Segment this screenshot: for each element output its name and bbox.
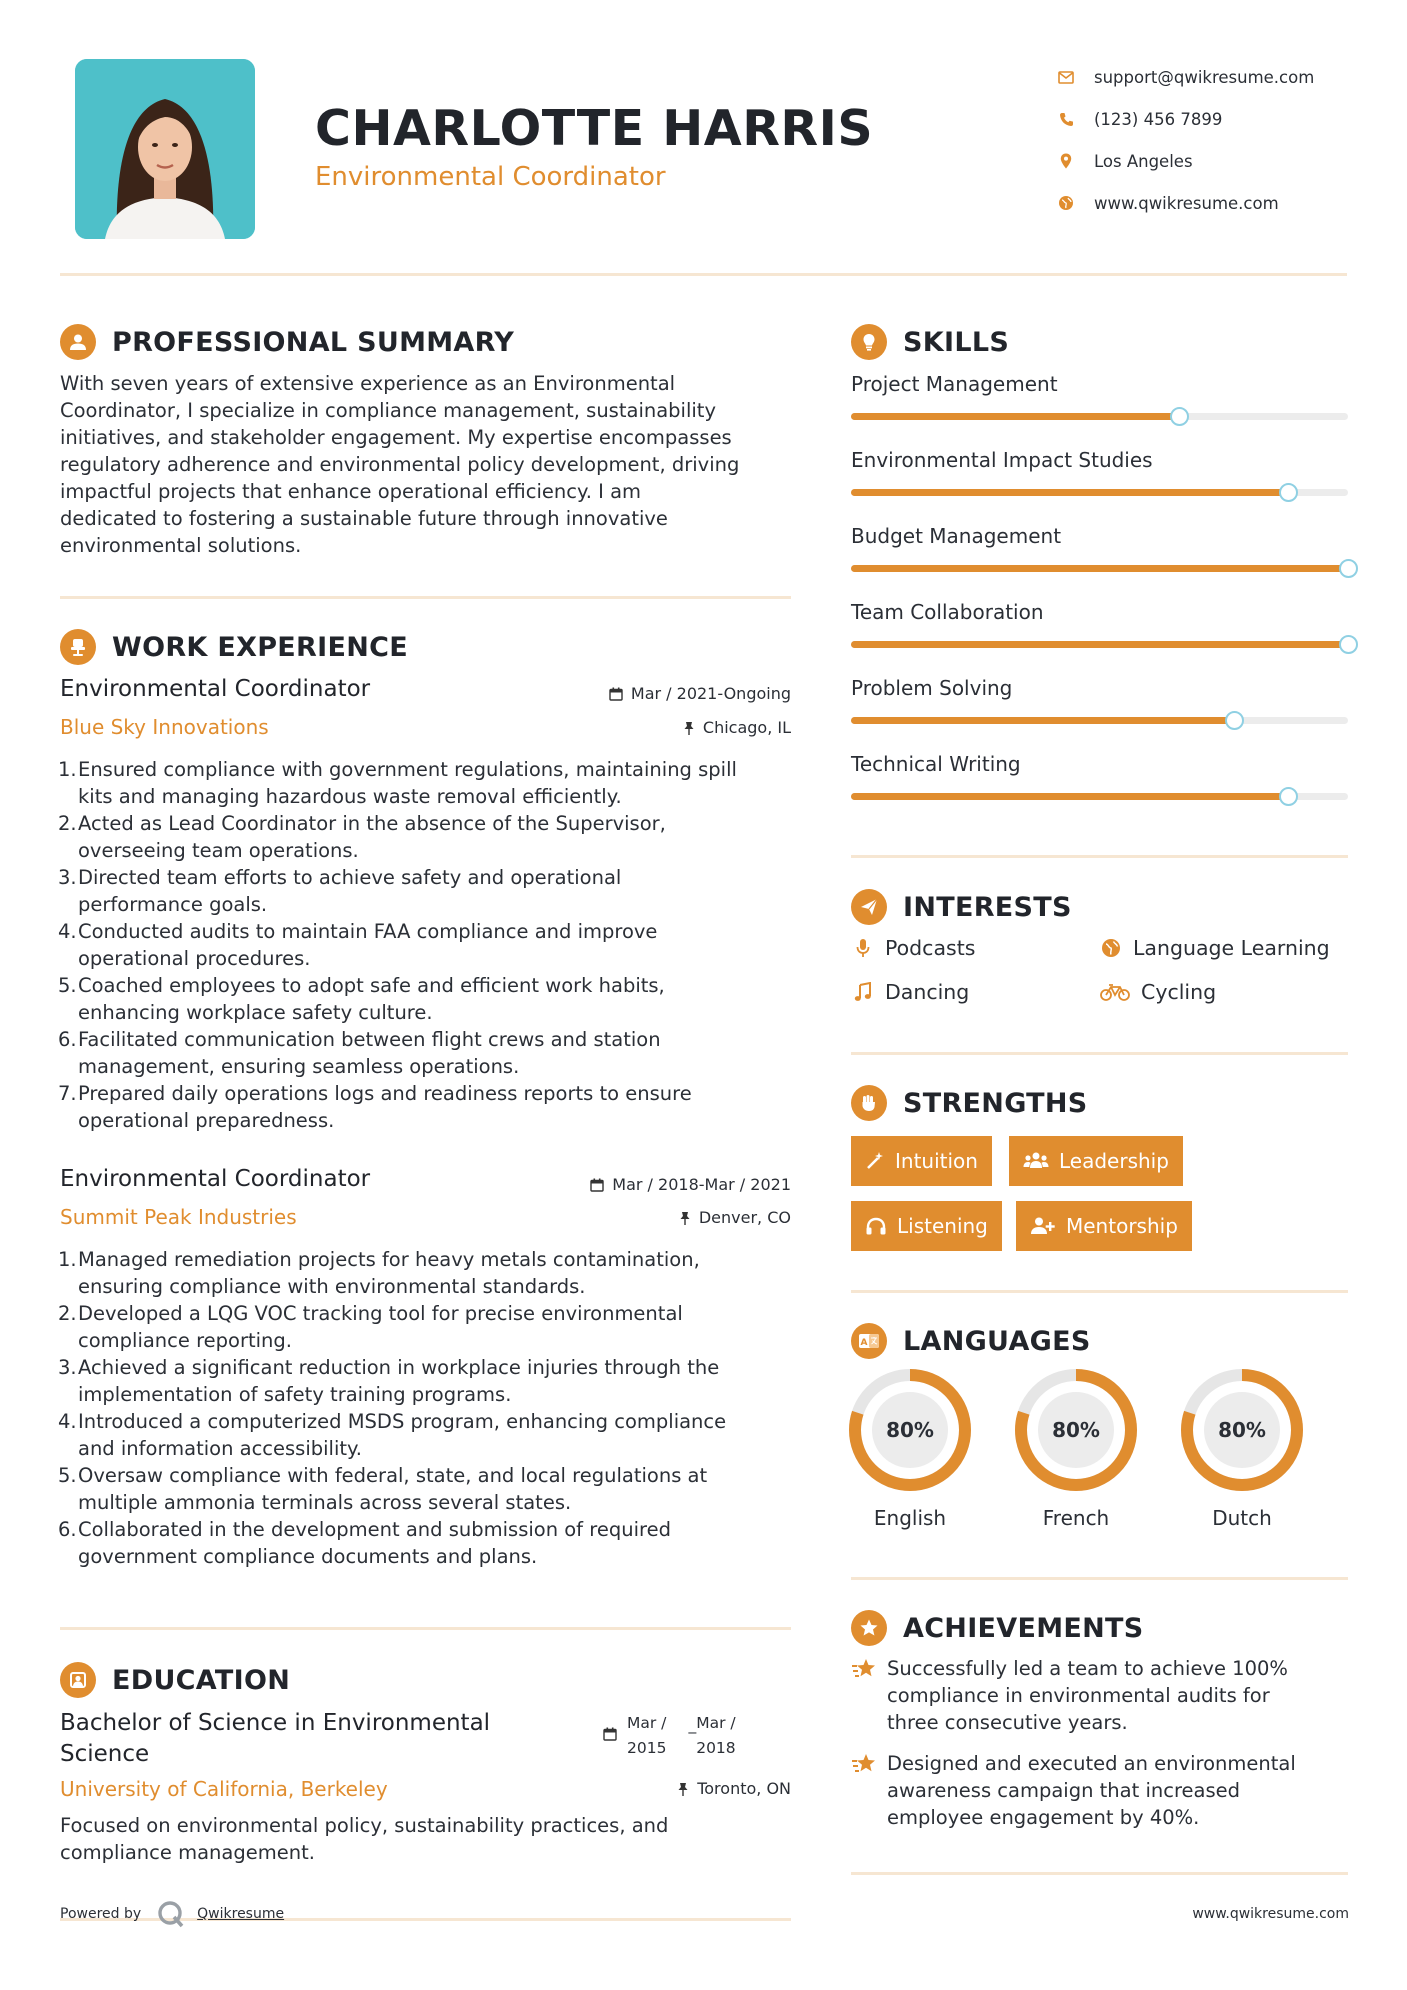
summary-line: dedicated to fostering a sustainable future through innovative <box>60 507 668 530</box>
duty-line: Oversaw compliance with federal, state, and local regulations at <box>78 1464 708 1487</box>
powered-by-text: Powered by <box>60 1906 142 1922</box>
edu-end-month: Mar / <box>696 1714 736 1732</box>
contact-block <box>1056 56 1356 224</box>
duty-line: Facilitated communication between flight crews and station <box>78 1028 661 1051</box>
language-name: Dutch <box>1212 1506 1272 1530</box>
experience-title: WORK EXPERIENCE <box>112 631 408 663</box>
duty-line: Prepared daily operations logs and readiness reports to ensure <box>78 1082 692 1105</box>
summary-divider <box>60 596 791 599</box>
achievement-line: compliance in environmental audits for <box>887 1684 1270 1707</box>
duty-line: Developed a LQG VOC tracking tool for precise environmental <box>78 1302 683 1325</box>
lightbulb-icon <box>851 324 887 360</box>
job-1-date <box>609 684 791 703</box>
skill-track <box>851 793 1348 800</box>
summary-line: regulatory adherence and environmental policy development, driving <box>60 453 740 476</box>
pushpin-icon <box>679 1211 691 1225</box>
strength-tag-leadership <box>1009 1136 1183 1186</box>
achievements-title: ACHIEVEMENTS <box>903 1612 1144 1644</box>
language-french <box>1014 1368 1138 1530</box>
education-desc-line: compliance management. <box>60 1841 315 1864</box>
education-dates <box>603 1711 736 1761</box>
achievements-heading <box>851 1610 1144 1646</box>
language-icon <box>851 1323 887 1359</box>
duty-line: Introduced a computerized MSDS program, enhancing compliance <box>78 1410 727 1433</box>
duty-item: 2. Developed a LQG VOC tracking tool for precise environmental compliance reporting. <box>60 1300 800 1354</box>
skill-label: Project Management <box>851 372 1058 396</box>
interest-label: Podcasts <box>885 936 976 960</box>
strength-label: Mentorship <box>1066 1214 1178 1238</box>
job-2-date <box>590 1175 791 1194</box>
degree-line: Science <box>60 1741 150 1767</box>
duty-line: Acted as Lead Coordinator in the absence of the Supervisor, <box>78 812 666 835</box>
footer-powered-by <box>60 1898 284 1930</box>
skill-knob[interactable] <box>1225 711 1244 730</box>
phone-icon <box>1056 109 1076 129</box>
strengths-divider <box>851 1290 1348 1293</box>
skill-knob[interactable] <box>1170 407 1189 426</box>
skills-title: SKILLS <box>903 326 1010 358</box>
qwikresume-logo-icon <box>155 1898 187 1930</box>
interest-podcasts <box>851 936 975 960</box>
achievement-line: employee engagement by 40%. <box>887 1806 1200 1829</box>
duty-line: overseeing team operations. <box>78 839 359 862</box>
job-1-location-text: Chicago, IL <box>702 718 791 737</box>
globe-icon <box>1056 193 1076 213</box>
skills-divider <box>851 855 1348 858</box>
interest-dancing <box>851 980 969 1004</box>
skill-item <box>851 372 1348 420</box>
skill-item <box>851 524 1348 572</box>
shooting-star-icon <box>851 1655 887 1736</box>
graduate-icon <box>60 1662 96 1698</box>
microphone-icon <box>851 938 875 958</box>
strength-label: Leadership <box>1059 1149 1169 1173</box>
skill-fill <box>851 413 1179 420</box>
achievement-line: awareness campaign that increased <box>887 1779 1241 1802</box>
job-2-title: Environmental Coordinator <box>60 1166 371 1192</box>
skill-label: Environmental Impact Studies <box>851 448 1153 472</box>
strength-label: Listening <box>897 1214 988 1238</box>
user-plus-icon <box>1030 1216 1056 1236</box>
duty-line: implementation of safety training programs. <box>78 1383 512 1406</box>
duty-line: and information accessibility. <box>78 1437 362 1460</box>
skill-item <box>851 448 1348 496</box>
language-gauge <box>1180 1368 1304 1492</box>
achievement-text <box>887 1750 1296 1831</box>
school: University of California, Berkeley <box>60 1777 388 1801</box>
skill-track <box>851 717 1348 724</box>
duty-line: Achieved a significant reduction in workplace injuries through the <box>78 1356 720 1379</box>
interests-title: INTERESTS <box>903 891 1072 923</box>
edu-start-year: 2015 <box>627 1739 667 1757</box>
achievement-line: three consecutive years. <box>887 1711 1128 1734</box>
job-2-date-text: Mar / 2018-Mar / 2021 <box>612 1175 791 1194</box>
language-gauge <box>848 1368 972 1492</box>
contact-location-text: Los Angeles <box>1094 151 1193 171</box>
contact-location <box>1056 140 1356 182</box>
pushpin-icon <box>683 721 695 735</box>
interest-language-learning <box>1099 936 1330 960</box>
calendar-icon <box>609 687 623 701</box>
achievement-item <box>851 1750 1351 1831</box>
languages-title: LANGUAGES <box>903 1325 1091 1357</box>
duty-line: Collaborated in the development and submission of required <box>78 1518 671 1541</box>
skill-fill <box>851 717 1234 724</box>
skill-item <box>851 600 1348 648</box>
interests-heading <box>851 889 1072 925</box>
fist-icon <box>851 1085 887 1121</box>
star-icon <box>851 1610 887 1646</box>
calendar-icon <box>603 1727 617 1741</box>
contact-email-text: support@qwikresume.com <box>1094 67 1315 87</box>
education-location <box>677 1779 791 1798</box>
skill-knob[interactable] <box>1339 635 1358 654</box>
job-2-company: Summit Peak Industries <box>60 1205 297 1229</box>
skill-track <box>851 489 1348 496</box>
headphones-icon <box>865 1216 887 1236</box>
skill-knob[interactable] <box>1279 483 1298 502</box>
duty-line: compliance reporting. <box>78 1329 292 1352</box>
interest-label: Dancing <box>885 980 970 1004</box>
skill-fill <box>851 489 1288 496</box>
skill-label: Team Collaboration <box>851 600 1044 624</box>
duty-item: 3. Directed team efforts to achieve safety and operational performance goals. <box>60 864 800 918</box>
chair-icon <box>60 629 96 665</box>
education-desc <box>60 1812 800 1866</box>
summary-title: PROFESSIONAL SUMMARY <box>112 326 515 358</box>
header-divider <box>60 273 1347 276</box>
footer-website[interactable]: www.qwikresume.com <box>1192 1906 1349 1922</box>
strength-tag-mentorship <box>1016 1201 1192 1251</box>
duty-line: Coached employees to adopt safe and efficient work habits, <box>78 974 665 997</box>
interests-divider <box>851 1052 1348 1055</box>
language-gauge <box>1014 1368 1138 1492</box>
music-note-icon <box>851 982 875 1002</box>
skill-track <box>851 641 1348 648</box>
skill-track <box>851 413 1348 420</box>
duty-item: 4. Introduced a computerized MSDS program, enhancing compliance and information accessibility. <box>60 1408 800 1462</box>
duty-item: 5. Oversaw compliance with federal, state, and local regulations at multiple ammonia terminals across several states. <box>60 1462 800 1516</box>
education-title: EDUCATION <box>112 1664 291 1696</box>
skill-label: Technical Writing <box>851 752 1021 776</box>
achievement-line: Designed and executed an environmental <box>887 1752 1296 1775</box>
languages-divider <box>851 1577 1348 1580</box>
skill-label: Problem Solving <box>851 676 1013 700</box>
duty-line: enhancing workplace safety culture. <box>78 1001 433 1024</box>
summary-line: impactful projects that enhance operational efficiency. I am <box>60 480 642 503</box>
job-1-date-text: Mar / 2021-Ongoing <box>630 684 791 703</box>
duty-item: 4. Conducted audits to maintain FAA compliance and improve operational procedures. <box>60 918 800 972</box>
duty-line: Conducted audits to maintain FAA compliance and improve <box>78 920 658 943</box>
duty-line: operational preparedness. <box>78 1109 335 1132</box>
edu-start <box>627 1711 666 1761</box>
duty-line: performance goals. <box>78 893 268 916</box>
duty-line: operational procedures. <box>78 947 311 970</box>
experience-heading <box>60 629 408 665</box>
contact-phone-text: (123) 456 7899 <box>1094 109 1223 129</box>
edu-end-prefix: _ <box>688 1716 697 1734</box>
duty-item: 6. Collaborated in the development and submission of required government compliance documents and plans. <box>60 1516 800 1570</box>
duty-line: kits and managing hazardous waste removal efficiently. <box>78 785 622 808</box>
paper-plane-icon <box>851 889 887 925</box>
duty-item: 3. Achieved a significant reduction in workplace injuries through the implementation of safety training programs. <box>60 1354 800 1408</box>
skill-label: Budget Management <box>851 524 1062 548</box>
interest-label: Cycling <box>1141 980 1217 1004</box>
summary-line: environmental solutions. <box>60 534 302 557</box>
duty-line: Directed team efforts to achieve safety and operational <box>78 866 622 889</box>
summary-line: initiatives, and stakeholder engagement. My expertise encompasses <box>60 426 732 449</box>
gauge-percent: 80% <box>886 1418 934 1442</box>
achievement-text <box>887 1655 1288 1736</box>
bicycle-icon <box>1099 983 1131 1001</box>
experience-divider <box>60 1627 791 1630</box>
job-1-company: Blue Sky Innovations <box>60 715 269 739</box>
skill-item <box>851 752 1348 800</box>
edu-end <box>688 1711 735 1761</box>
candidate-role: Environmental Coordinator <box>315 162 666 192</box>
duty-line: Ensured compliance with government regulations, maintaining spill <box>78 758 737 781</box>
edu-start-month: Mar / <box>627 1714 667 1732</box>
language-name: English <box>873 1506 947 1530</box>
job-1-location <box>683 718 791 737</box>
duty-line: multiple ammonia terminals across several states. <box>78 1491 572 1514</box>
job-2-location <box>679 1208 791 1227</box>
interest-cycling <box>1099 980 1216 1004</box>
users-icon <box>1023 1151 1049 1171</box>
degree-line: Bachelor of Science in Environmental <box>60 1710 491 1736</box>
envelope-icon <box>1056 67 1076 87</box>
duty-item: 5. Coached employees to adopt safe and efficient work habits, enhancing workplace safety culture. <box>60 972 800 1026</box>
language-english <box>848 1368 972 1530</box>
skill-fill <box>851 565 1348 572</box>
job-2-duties <box>60 1246 800 1570</box>
strength-tag-listening <box>851 1201 1002 1251</box>
candidate-name: CHARLOTTE HARRIS <box>315 100 874 157</box>
summary-line: Coordinator, I specialize in compliance management, sustainability <box>60 399 716 422</box>
duty-item: 1. Ensured compliance with government regulations, maintaining spill kits and managing hazardous waste removal efficiently. <box>60 756 800 810</box>
languages-heading <box>851 1323 1091 1359</box>
skill-track <box>851 565 1348 572</box>
gauge-percent: 80% <box>1218 1418 1266 1442</box>
skill-knob[interactable] <box>1339 559 1358 578</box>
summary-heading <box>60 324 514 360</box>
contact-phone[interactable] <box>1056 98 1356 140</box>
summary-text <box>60 370 800 559</box>
duty-item: 7. Prepared daily operations logs and readiness reports to ensure operational preparedness. <box>60 1080 800 1134</box>
gauge-percent: 80% <box>1052 1418 1100 1442</box>
globe-icon <box>1099 938 1123 958</box>
magic-wand-icon <box>865 1151 885 1171</box>
duty-line: management, ensuring seamless operations. <box>78 1055 520 1078</box>
skill-knob[interactable] <box>1279 787 1298 806</box>
duty-item: 2. Acted as Lead Coordinator in the absence of the Supervisor, overseeing team operations. <box>60 810 800 864</box>
skill-fill <box>851 641 1348 648</box>
edu-end-year: 2018 <box>696 1739 736 1757</box>
strengths-heading <box>851 1085 1088 1121</box>
contact-website-text: www.qwikresume.com <box>1094 193 1279 213</box>
achievement-item <box>851 1655 1351 1736</box>
education-location-text: Toronto, ON <box>697 1779 791 1798</box>
skill-fill <box>851 793 1288 800</box>
summary-line: With seven years of extensive experience as an Environmental <box>60 372 676 395</box>
duty-item: 6. Facilitated communication between flight crews and station management, ensuring seamless operations. <box>60 1026 800 1080</box>
calendar-icon <box>590 1178 604 1192</box>
svg-text:A: A <box>860 1338 868 1348</box>
degree <box>60 1708 490 1770</box>
education-desc-line: Focused on environmental policy, sustainability practices, and <box>60 1814 669 1837</box>
achievements-divider <box>851 1872 1348 1875</box>
job-1-duties <box>60 756 800 1134</box>
duty-item: 1. Managed remediation projects for heavy metals contamination, ensuring compliance with environmental standards. <box>60 1246 800 1300</box>
contact-email[interactable] <box>1056 56 1356 98</box>
strength-tag-intuition <box>851 1136 992 1186</box>
language-name: French <box>1042 1506 1110 1530</box>
skill-item <box>851 676 1348 724</box>
skills-heading <box>851 324 1009 360</box>
strengths-title: STRENGTHS <box>903 1087 1088 1119</box>
shooting-star-icon <box>851 1750 887 1831</box>
user-icon <box>60 324 96 360</box>
interest-label: Language Learning <box>1133 936 1330 960</box>
job-1-title: Environmental Coordinator <box>60 676 371 702</box>
map-pin-icon <box>1056 151 1076 171</box>
duty-line: government compliance documents and plans. <box>78 1545 538 1568</box>
pushpin-icon <box>677 1782 689 1796</box>
education-heading <box>60 1662 290 1698</box>
duty-line: Managed remediation projects for heavy metals contamination, <box>78 1248 700 1271</box>
duty-line: ensuring compliance with environmental standards. <box>78 1275 586 1298</box>
job-2-location-text: Denver, CO <box>698 1208 791 1227</box>
brand-link[interactable]: Qwikresume <box>197 1906 285 1922</box>
strength-label: Intuition <box>895 1149 978 1173</box>
profile-photo <box>75 59 255 239</box>
contact-website[interactable] <box>1056 182 1356 224</box>
language-dutch <box>1180 1368 1304 1530</box>
achievement-line: Successfully led a team to achieve 100% <box>887 1657 1288 1680</box>
